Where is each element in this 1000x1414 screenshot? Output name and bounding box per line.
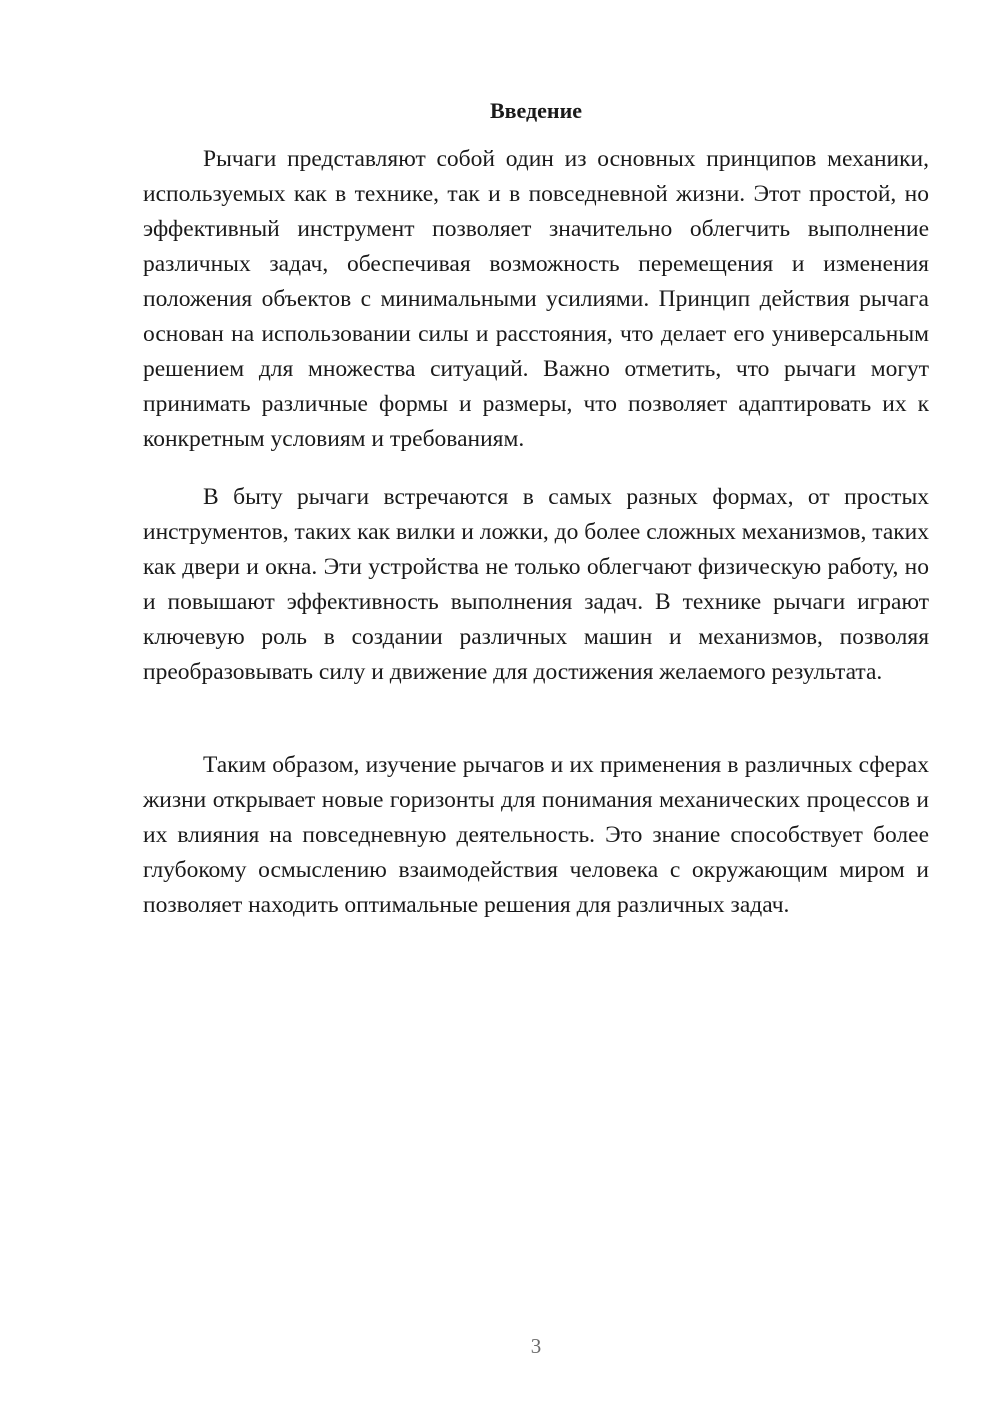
page-number: 3	[530, 1334, 542, 1358]
section-title: Введение	[489, 98, 583, 123]
paragraph-3: Таким образом, изучение рычагов и их применения в различных сферах жизни открывает новые горизонты для понимания механических процессов и их влияния на повседневную деятельность. Это знание способствует более глубокому осмыслению взаимодействия человека с окружающим миром и позволяет находить оптимальные решения для различных задач.	[143, 752, 929, 918]
paragraph-2: В быту рычаги встречаются в самых разных формах, от простых инструментов, таких как вилки и ложки, до более сложных механизмов, таких как двери и окна. Эти устройства не только облегчают физическую работу, но и повышают эффективность выполнения задач. В технике рычаги играют ключевую роль в создании различных машин и механизмов, позволяя преобразовывать силу и движение для достижения желаемого результата.	[143, 484, 929, 685]
paragraph-1: Рычаги представляют собой один из основных принципов механики, используемых как в технике, так и в повседневной жизни. Этот простой, но эффективный инструмент позволяет значительно облегчить выполнение различных задач, обеспечивая возможность перемещения и изменения положения объектов с минимальными усилиями. Принцип действия рычага основан на использовании силы и расстояния, что делает его универсальным решением для множества ситуаций. Важно отметить, что рычаги могут принимать различные формы и размеры, что позволяет адаптировать их к конкретным условиям и требованиям.	[143, 146, 929, 452]
